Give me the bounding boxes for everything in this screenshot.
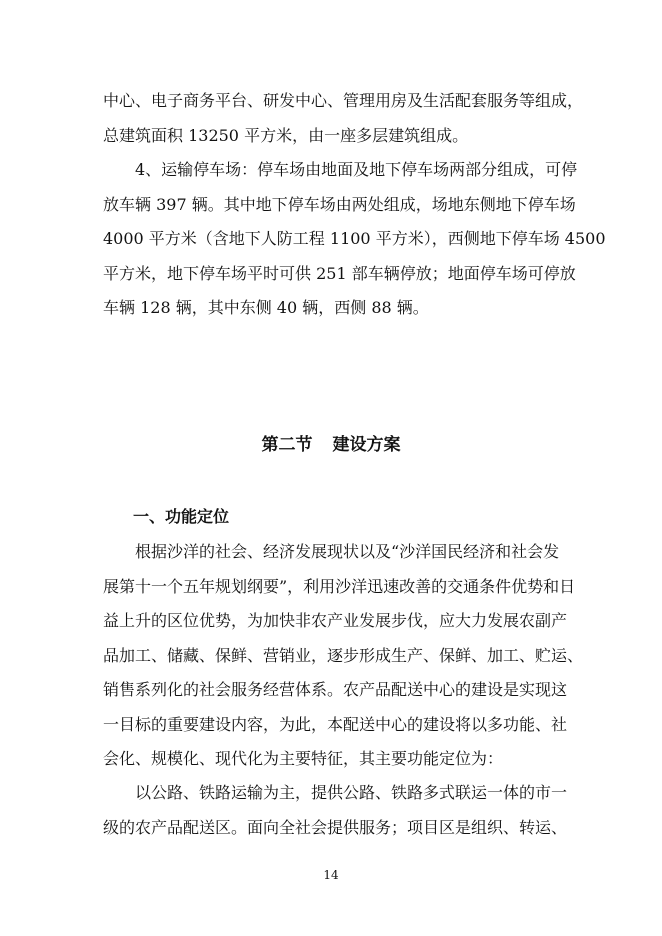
page-number: 14 <box>323 868 339 882</box>
text-line: 总建筑面积 13250 平方米，由一座多层建筑组成。 <box>103 125 469 145</box>
text-line: 益上升的区位优势，为加快非农产业发展步伐，应大力发展农副产 <box>103 611 568 630</box>
text-line: 中心、电子商务平台、研发中心、管理用房及生活配套服务等组成， <box>103 91 584 110</box>
text-line: 4、运输停车场：停车场由地面及地下停车场两部分组成，可停 <box>135 160 578 179</box>
paragraph-transport-focus <box>103 776 568 845</box>
text-line: 展第十一个五年规划纲要”，利用沙洋迅速改善的交通条件优势和日 <box>103 576 576 596</box>
paragraph-building-summary <box>103 84 584 153</box>
section-label: 第二节 <box>261 435 313 455</box>
text-line: 级的农产品配送区。面向全社会提供服务；项目区是组织、转运、 <box>103 817 568 837</box>
text-line: 品加工、储藏、保鲜、营销业，逐步形成生产、保鲜、加工、贮运、 <box>103 645 584 665</box>
text-line: 放车辆 397 辆。其中地下停车场由两处组成，场地东侧地下停车场 <box>103 194 576 214</box>
paragraph-parking <box>103 153 606 326</box>
section-title: 建设方案 <box>332 435 401 455</box>
text-line: 4000 平方米（含地下人防工程 1100 平方米），西侧地下停车场 4500 <box>103 229 606 248</box>
text-line: 以公路、铁路运输为主，提供公路、铁路多式联运一体的市一 <box>135 783 568 802</box>
text-line: 平方米，地下停车场平时可供 251 部车辆停放；地面停车场可停放 <box>103 263 576 283</box>
text-line: 销售系列化的社会服务经营体系。农产品配送中心的建设是实现这 <box>103 680 568 699</box>
subsection-heading: 一、功能定位 <box>133 507 230 526</box>
text-line: 根据沙洋的社会、经济发展现状以及“沙洋国民经济和社会发 <box>135 542 560 561</box>
section-heading <box>0 430 662 455</box>
paragraph-function-positioning <box>103 535 584 777</box>
text-line: 会化、规模化、现代化为主要特征，其主要功能定位为： <box>103 749 504 768</box>
text-line: 车辆 128 辆，其中东侧 40 辆，西侧 88 辆。 <box>103 298 429 317</box>
text-line: 一目标的重要建设内容，为此，本配送中心的建设将以多功能、社 <box>103 714 568 734</box>
